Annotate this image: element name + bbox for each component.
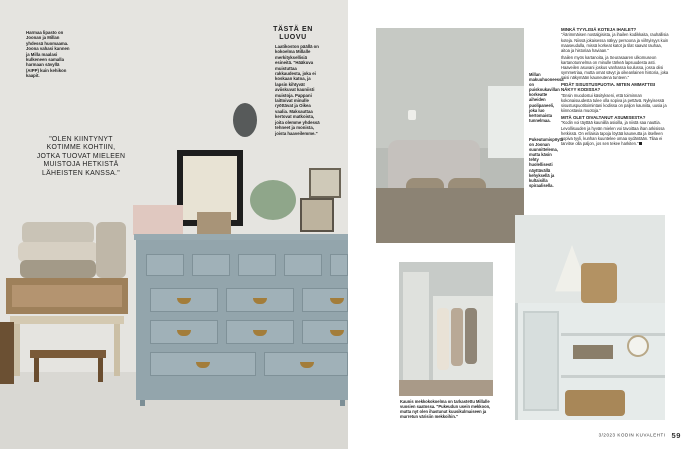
small-picture-frame — [309, 168, 341, 198]
wall-lamp-icon — [408, 110, 416, 120]
article-paragraph: Ihailen myös kartanoita, ja Seurasaaren ulkomuseon kartanotunnelma on minulle tärkeä lapsuudesta asti. Haaveilen asuvani joskus vanhassa koulussa, jossa olisi symmetriaa, mutta omat sävyt ja oikeanlainen historia, joka saisi näkymään kauneutena tunteen." — [561, 54, 669, 81]
article-paragraph: "Äärimmäisen nostalgisista, ja ihailen kodikkaita, rauhallisia koteja. Niissä jokaisessa näkyy persoona ja viihtyisyys kuin maaseudulla, missä korkeat katot ja tilat saavat rauhaa, aitoa ja historiaa haviaan." — [561, 32, 669, 53]
cabinet-shelf — [561, 333, 665, 336]
white-door — [403, 272, 429, 396]
end-mark-icon — [639, 142, 642, 145]
cabinet-shelf — [561, 375, 665, 378]
dresser-small-drawer — [330, 254, 348, 276]
bed-blanket — [376, 188, 524, 243]
article-question: PIDÄT SISUSTUSPUOTIA. MITEN AMMATTISI NÄKYY KODISSA? — [561, 82, 656, 93]
article-paragraph — [561, 120, 671, 146]
bedroom-window — [488, 86, 524, 158]
issue-number: 3/2023 — [598, 432, 616, 438]
wicker-basket — [565, 390, 625, 416]
dressing-table-caption: Pukeutumispöytä on Joonan suunnittelema, mutta käsin tehty huolellisesti näyttävällä kehyksellä ja kultaisilla spiraalisella. — [529, 137, 564, 188]
pink-storage-box — [133, 205, 183, 235]
stool-leg — [34, 358, 39, 382]
decor-box — [573, 345, 613, 359]
wall-sconce-icon — [233, 103, 257, 137]
patterned-pillow — [20, 260, 96, 278]
bedroom-photo — [376, 28, 524, 243]
magazine-name: KODIN KUVALEHTI — [617, 432, 666, 438]
glass-door — [523, 311, 559, 411]
article-text — [561, 27, 671, 148]
bench-top — [10, 316, 124, 324]
hallway-photo — [399, 262, 493, 396]
wicker-basket — [581, 263, 617, 303]
dresser-small-drawer — [192, 254, 230, 276]
cabinet-photo — [515, 215, 665, 420]
floral-pillow — [18, 242, 98, 262]
tasta-caption: Laatikoston päällä on kokoelma Millalle merkityksellisiä esineitä. "Hääkuva muistuttaa rakkaudesta, joka ei koskaan katoa, ja lapsin kihtyvät aviiskuvat kauniisti muistoja. Pappani laittoivat minulle ryöttävat ja Oikea vaalia. Maksauttaa kertovat matkoista, joita olemme yhdessä tehneet ja monista, joista haaveilemme." — [275, 44, 320, 136]
bedroom-caption: Millan makuuhuoneessa on puiskoukavillan korkeatte aiheiden puolipaneeli, joka luo kertomaista tunnelmaa. — [529, 72, 564, 123]
stool-leg — [98, 358, 103, 382]
dresser-small-drawer — [238, 254, 276, 276]
page-footer — [571, 431, 681, 440]
crate-front — [12, 285, 122, 307]
dresser-leg — [140, 400, 145, 406]
striped-pillow — [22, 222, 94, 244]
bench-leg — [114, 324, 120, 376]
clock-icon — [627, 335, 649, 357]
hanging-dress — [465, 308, 477, 364]
article-question: MINKÄ TYYLISIÄ KOTEJA IHAILET? — [561, 27, 637, 32]
dresser-small-drawer — [284, 254, 322, 276]
page-number: 59 — [671, 431, 681, 440]
dresser-small-drawer — [146, 254, 184, 276]
hallway-caption: Kaunis mekkokokoelma on tarkastettu Millalle vuosien saatossa. "Pukeudun usein mekkoon, mutta nyt olen ihastunut kuusikulmaiseen ja murretun värisiin mekkoihin." — [400, 399, 491, 420]
wicker-basket — [0, 322, 14, 384]
tall-pillow — [96, 222, 126, 278]
article-paragraph: "Ensin muodostui käsitykseni, että toiminnan kokonaisuudesta tulee olla sopiva ja pettävä. Nykyisessä sisustuspuotitoimintani kodissa on paljon kauniita, uusia ja kiinnostavia muotoja." — [561, 92, 667, 114]
dresser-caption: Harmaa lipasto on Joonan ja Millan yhdessä huomaama. Joona vahasi kannen ja Milla maalasi kulkeneen samalla harmaan sävyllä (AIPP) kuin kehikon kaapit. — [26, 30, 70, 79]
potted-plant — [250, 180, 296, 220]
wooden-stool — [30, 350, 106, 358]
article-paragraph-text: "Kodin voi täyttää kauniilla asioilla, ja niistä saa nauttia. Levollisuuden ja hyvän mielen voi tavoittaa ihan arkisissa hetkissä. On erilaisia tapoja löytää kauneutta ja itselleen sopiva tyyli, kunhan kuuntelee omaa sydäntään. Tilaa ei tarvitse olla paljon, jos sen tekee harkiten." — [561, 120, 665, 147]
tasta-en-luovu-heading: TÄSTÄ EN LUOVU — [273, 26, 313, 41]
pull-quote: "OLEN KIINTYNYT KOTIMME KOHTIIN, JOTKA TUOVAT MIELEEN MUISTOJA HETKISTÄ LÄHEISTEN KANSSA." — [36, 136, 126, 177]
botanical-art-print — [183, 156, 237, 220]
hanging-dress — [437, 308, 449, 370]
wedding-photo-frame — [300, 198, 334, 232]
dresser-leg — [340, 400, 345, 406]
hallway-floor — [399, 380, 493, 396]
article-question: MITÄ OLET OIVALTANUT ASUMISESTA? — [561, 115, 646, 121]
book-stack — [197, 212, 231, 234]
hanging-dress — [451, 308, 463, 366]
bench-leg — [14, 324, 20, 376]
